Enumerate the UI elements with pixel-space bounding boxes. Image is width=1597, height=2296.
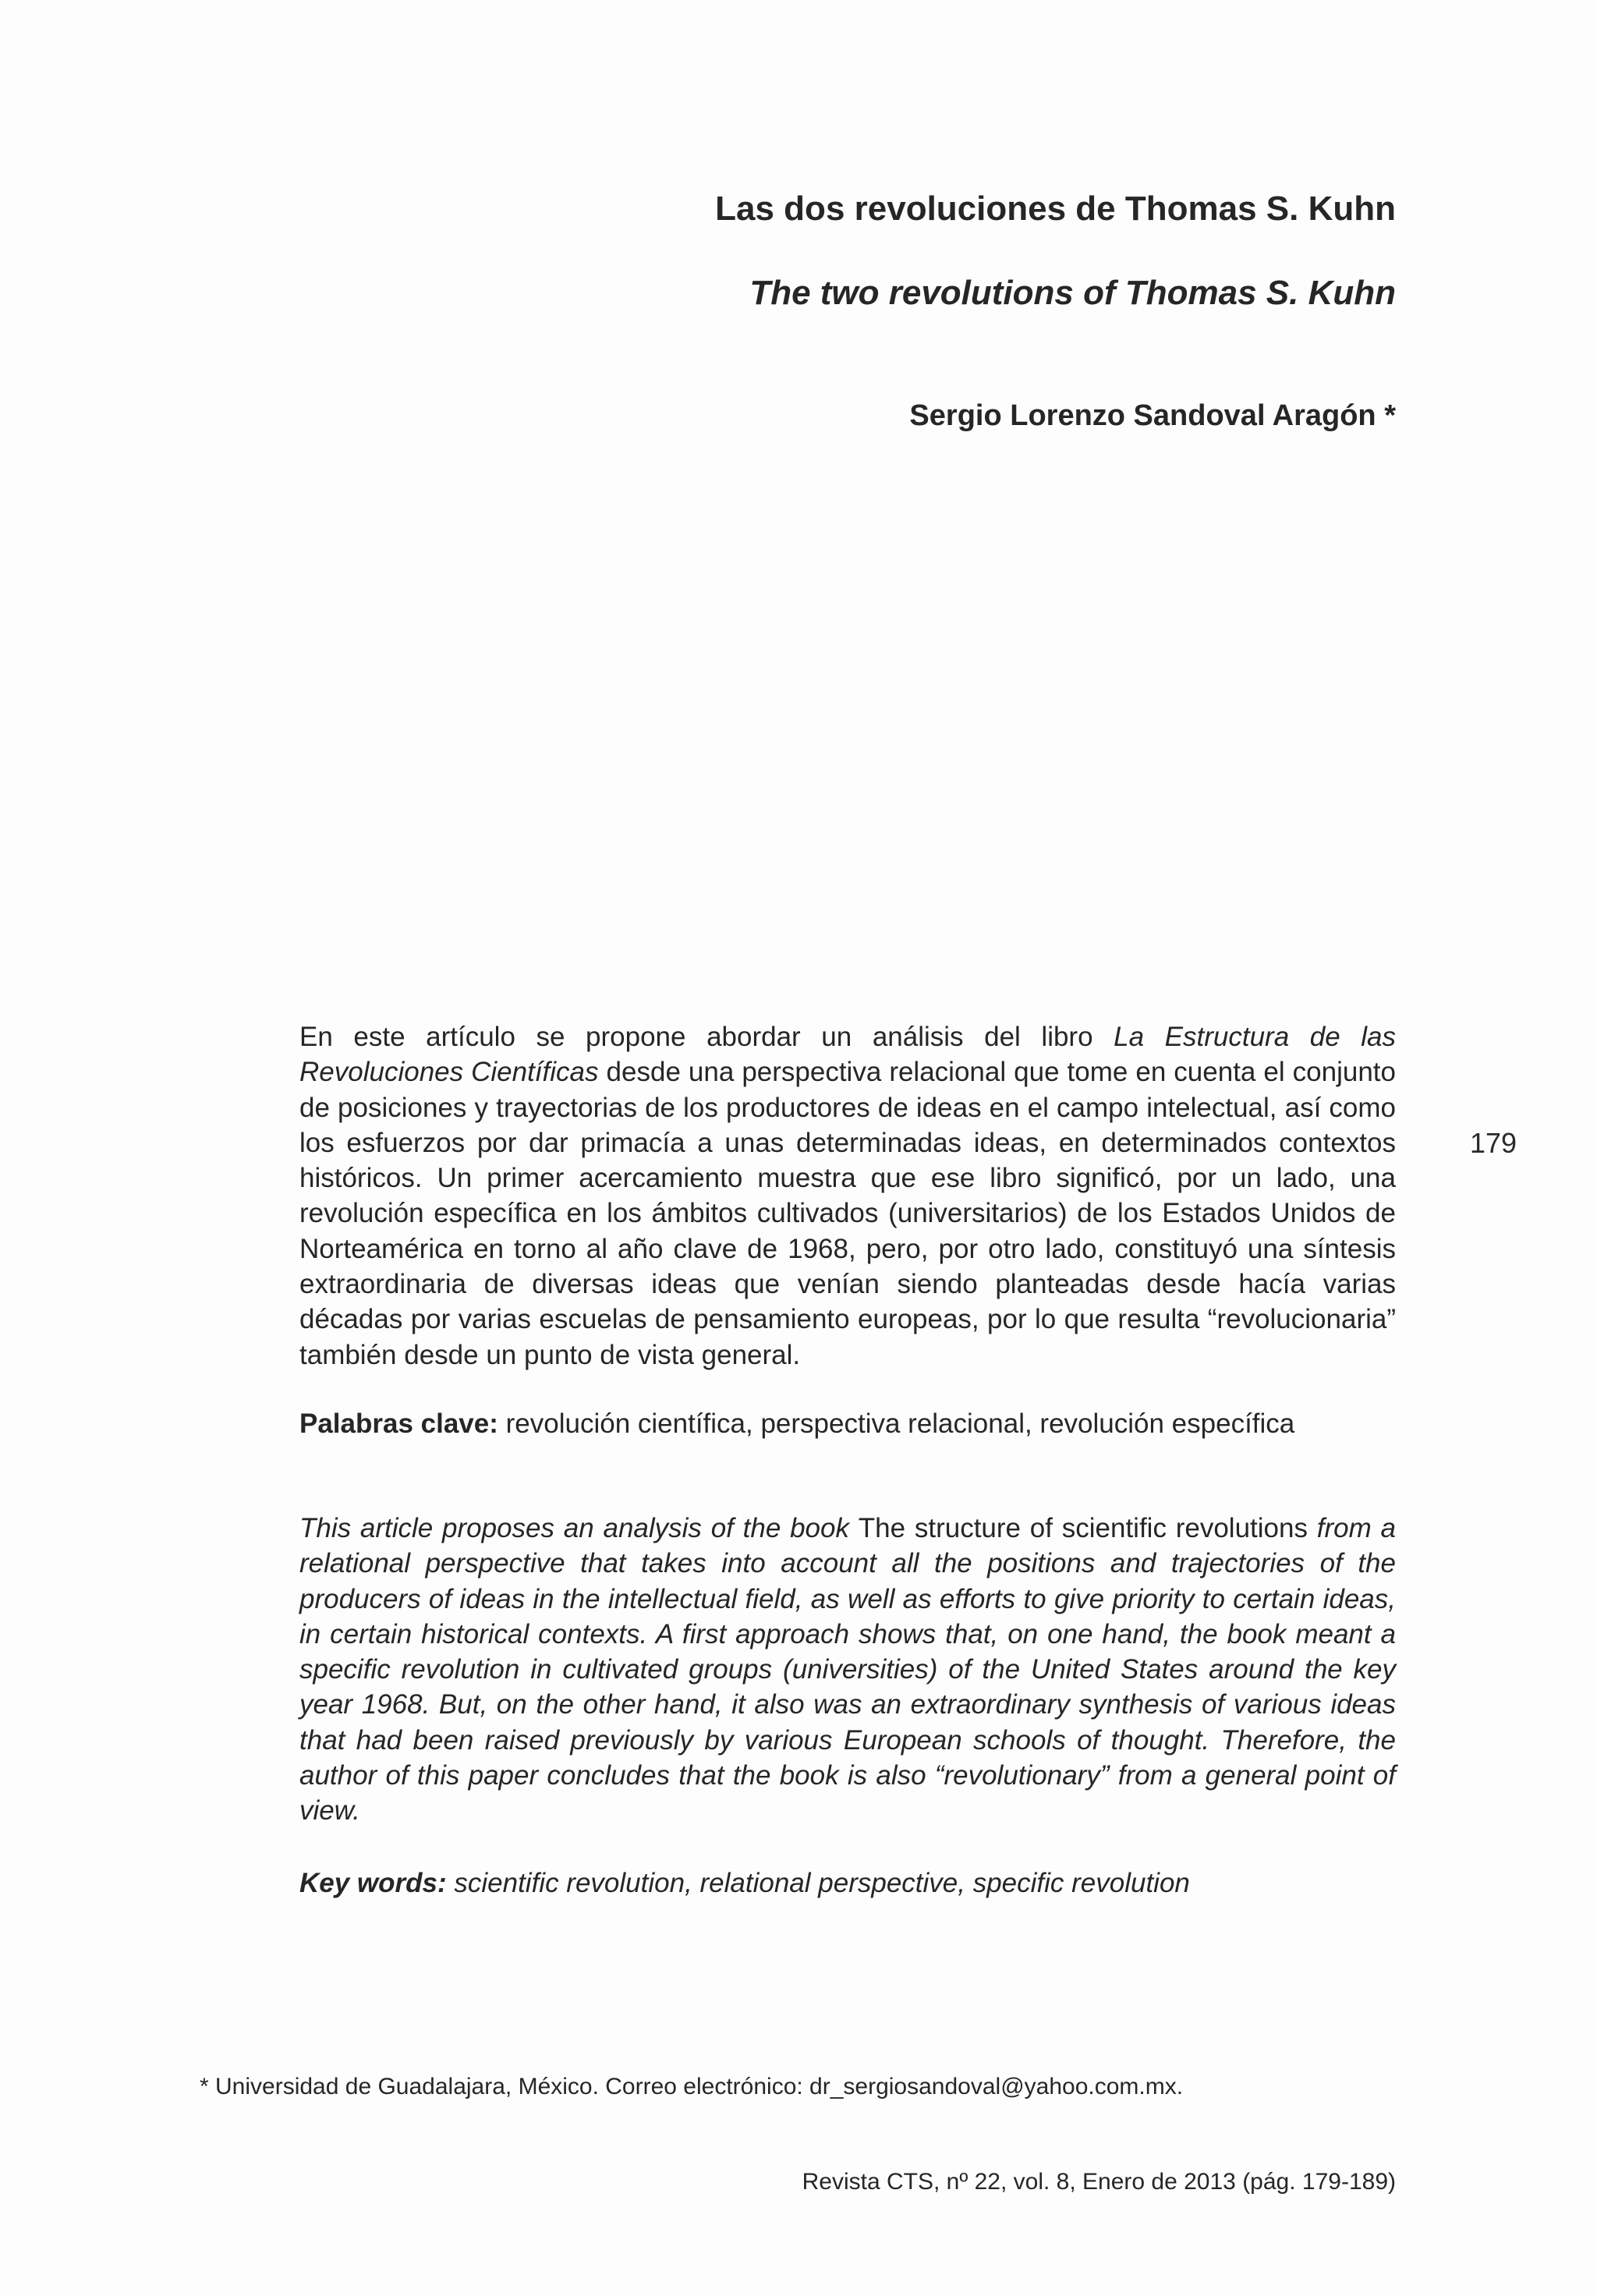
article-title-spanish: Las dos revoluciones de Thomas S. Kuhn [715,190,1396,228]
author-affiliation-footnote: * Universidad de Guadalajara, México. Correo electrónico: dr_sergiosandoval@yahoo.com.mx. [200,2074,1184,2099]
keywords-english-text: scientific revolution, relational perspective, specific revolution [446,1868,1190,1898]
keywords-english-label: Key words: [299,1868,447,1898]
keywords-spanish [299,1406,1396,1441]
abstract-spanish [299,1019,1396,1373]
abstract-english [299,1511,1396,1829]
abstract-spanish-body: desde una perspectiva relacional que tome en cuenta el conjunto de posiciones y trayectorias de los productores de ideas en el campo intelectual, así como los esfuerzos por dar primacía a unas determinadas ideas, en determinados contextos históricos. Un primer acercamiento muestra que ese libro significó, por un lado, una revolución específica en los ámbitos cultivados (universitarios) de los Estados Unidos de Norteamérica en torno al año clave de 1968, pero, por otro lado, constituyó una síntesis extraordinaria de diversas ideas que venían siendo planteadas desde hacía varias décadas por varias escuelas de pensamiento europeas, por lo que resulta “revolucionaria” también desde un punto de vista general. [299,1057,1396,1370]
abstract-english-lead: This article proposes an analysis of the book [299,1513,859,1543]
abstract-english-book-title: The structure of scientific revolutions [858,1513,1308,1543]
keywords-spanish-label: Palabras clave: [299,1408,498,1439]
abstract-spanish-lead: En este artículo se propone abordar un análisis del libro [299,1022,1114,1052]
keywords-english [299,1866,1396,1901]
journal-reference: Revista CTS, nº 22, vol. 8, Enero de 2013 (pág. 179-189) [802,2169,1396,2195]
author-name: Sergio Lorenzo Sandoval Aragón * [909,399,1396,432]
keywords-spanish-text: revolución científica, perspectiva relacional, revolución específica [498,1408,1295,1439]
abstract-spanish-book-title: La Estructura de las Revoluciones Científicas [299,1022,1396,1088]
abstract-english-body: from a relational perspective that takes into account all the positions and trajectories of the producers of ideas in the intellectual field, as well as efforts to give priority to certain ideas, in certain historical contexts. A first approach shows that, on one hand, the book meant a specific revolution in cultivated groups (universities) of the United States around the key year 1968. But, on the other hand, it also was an extraordinary synthesis of various ideas that had been raised previously by various European schools of thought. Therefore, the author of this paper concludes that the book is also “revolutionary” from a general point of view. [299,1513,1396,1827]
article-title-english: The two revolutions of Thomas S. Kuhn [749,274,1396,312]
page-number: 179 [1470,1127,1517,1159]
